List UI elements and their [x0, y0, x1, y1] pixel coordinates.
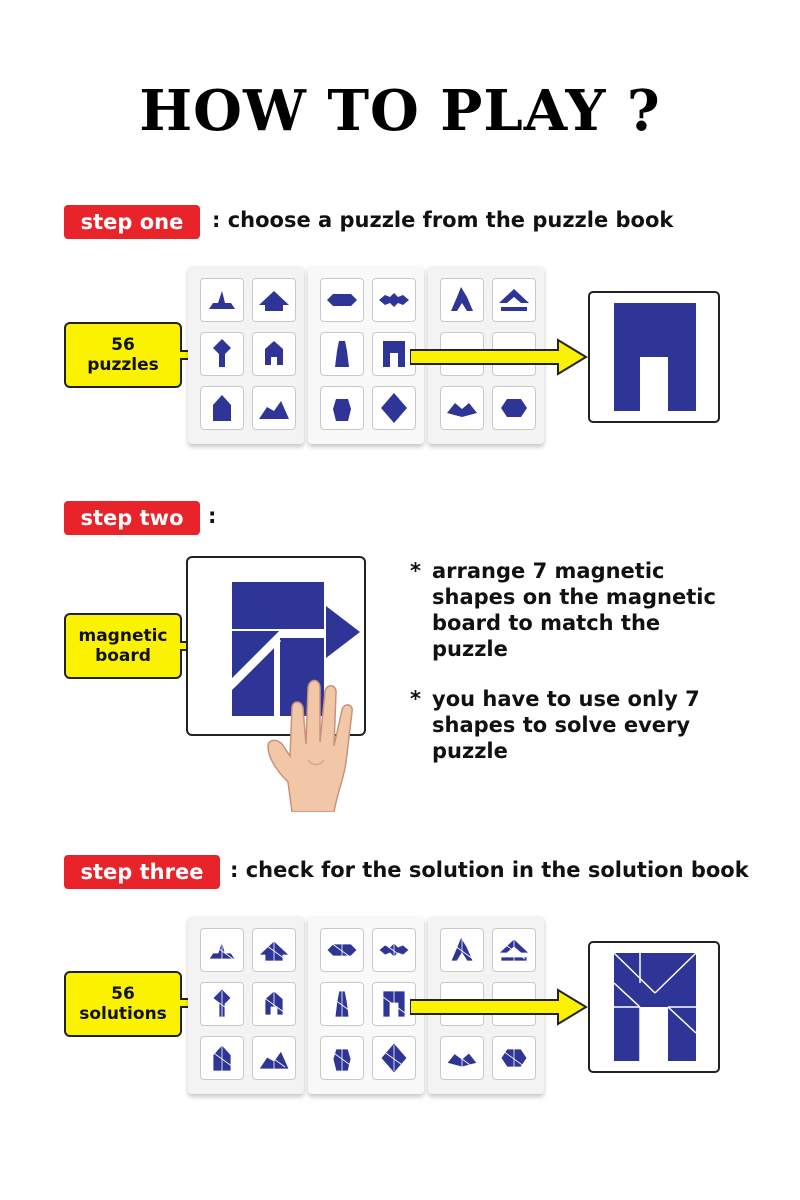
tile-shape [201, 333, 243, 375]
tile-shape [321, 983, 363, 1025]
solution-tile [320, 928, 364, 972]
tile-shape [373, 983, 415, 1025]
book-page [188, 916, 304, 1094]
solution-tile [492, 1036, 536, 1080]
tile-shape [321, 929, 363, 971]
puzzle-tile [252, 332, 296, 376]
tile-shape [253, 983, 295, 1025]
tile-shape [373, 929, 415, 971]
tile-shape [373, 333, 415, 375]
tile-shape [321, 1037, 363, 1079]
book-page [308, 266, 424, 444]
tile-shape [253, 333, 295, 375]
callout-line-2: board [95, 646, 151, 666]
puzzle-tile [320, 386, 364, 430]
tile-shape [201, 929, 243, 971]
tile-shape [201, 1037, 243, 1079]
solution-tile [200, 928, 244, 972]
puzzle-tile [492, 386, 536, 430]
bullet-glyph: * [410, 687, 421, 711]
callout-label: puzzles [87, 355, 159, 375]
puzzle-tile [200, 278, 244, 322]
tile-shape [493, 387, 535, 429]
solution-tile [440, 928, 484, 972]
solution-tile [200, 982, 244, 1026]
solution-tile [372, 928, 416, 972]
step-three-arrow [410, 987, 588, 1027]
puzzles-callout [64, 322, 182, 388]
puzzle-tile [440, 278, 484, 322]
bullet-glyph: * [410, 559, 421, 583]
solution-tile [200, 1036, 244, 1080]
solution-silhouette [590, 943, 718, 1071]
tile-shape [441, 279, 483, 321]
tile-shape [373, 1037, 415, 1079]
tile-shape [321, 333, 363, 375]
puzzle-silhouette [590, 293, 718, 421]
tile-shape [201, 279, 243, 321]
solution-tile [372, 1036, 416, 1080]
tile-shape [441, 929, 483, 971]
tile-shape [321, 387, 363, 429]
puzzle-tile [252, 278, 296, 322]
step-three-description: : check for the solution in the solution book [230, 858, 749, 882]
tile-shape [201, 387, 243, 429]
bullet-text: arrange 7 magnetic shapes on the magnetic board to match the puzzle [432, 559, 716, 661]
step-two-description: : [208, 504, 217, 528]
step-one-badge: step one [64, 205, 200, 239]
tile-shape [493, 929, 535, 971]
book-page [188, 266, 304, 444]
puzzle-tile [200, 332, 244, 376]
book-page [308, 916, 424, 1094]
solution-tile [320, 982, 364, 1026]
puzzle-tile [200, 386, 244, 430]
puzzle-tile [252, 386, 296, 430]
tile-shape [493, 1037, 535, 1079]
solution-tile [252, 1036, 296, 1080]
tile-shape [441, 387, 483, 429]
tile-shape [201, 983, 243, 1025]
puzzle-tile [440, 386, 484, 430]
tile-shape [253, 279, 295, 321]
step-one-description: : choose a puzzle from the puzzle book [212, 208, 674, 232]
tile-shape [253, 1037, 295, 1079]
puzzle-tile [372, 386, 416, 430]
step-three-badge: step three [64, 855, 220, 889]
solution-tile [252, 928, 296, 972]
tile-shape [373, 387, 415, 429]
puzzle-tile [320, 332, 364, 376]
callout-label: solutions [79, 1004, 167, 1024]
tile-shape [441, 1037, 483, 1079]
callout-line-1: magnetic [78, 626, 168, 646]
solution-tile [252, 982, 296, 1026]
tile-shape [373, 279, 415, 321]
page-title: HOW TO PLAY ? [139, 78, 661, 144]
callout-count: 56 [111, 335, 135, 355]
solution-tile [492, 928, 536, 972]
solutions-callout [64, 971, 182, 1037]
tile-shape [253, 387, 295, 429]
puzzle-tile [372, 278, 416, 322]
magnetic-board-callout [64, 613, 182, 679]
bullet-text: you have to use only 7 shapes to solve every puzzle [432, 687, 700, 763]
tile-shape [321, 279, 363, 321]
step-two-badge: step two [64, 501, 200, 535]
puzzle-tile [320, 278, 364, 322]
solution-preview [588, 941, 720, 1073]
solution-tile [440, 1036, 484, 1080]
solution-tile [320, 1036, 364, 1080]
puzzle-tile [492, 278, 536, 322]
hand-image [262, 662, 372, 812]
step-one-arrow [410, 337, 588, 377]
tile-shape [493, 279, 535, 321]
selected-puzzle-preview [588, 291, 720, 423]
callout-count: 56 [111, 984, 135, 1004]
tile-shape [253, 929, 295, 971]
